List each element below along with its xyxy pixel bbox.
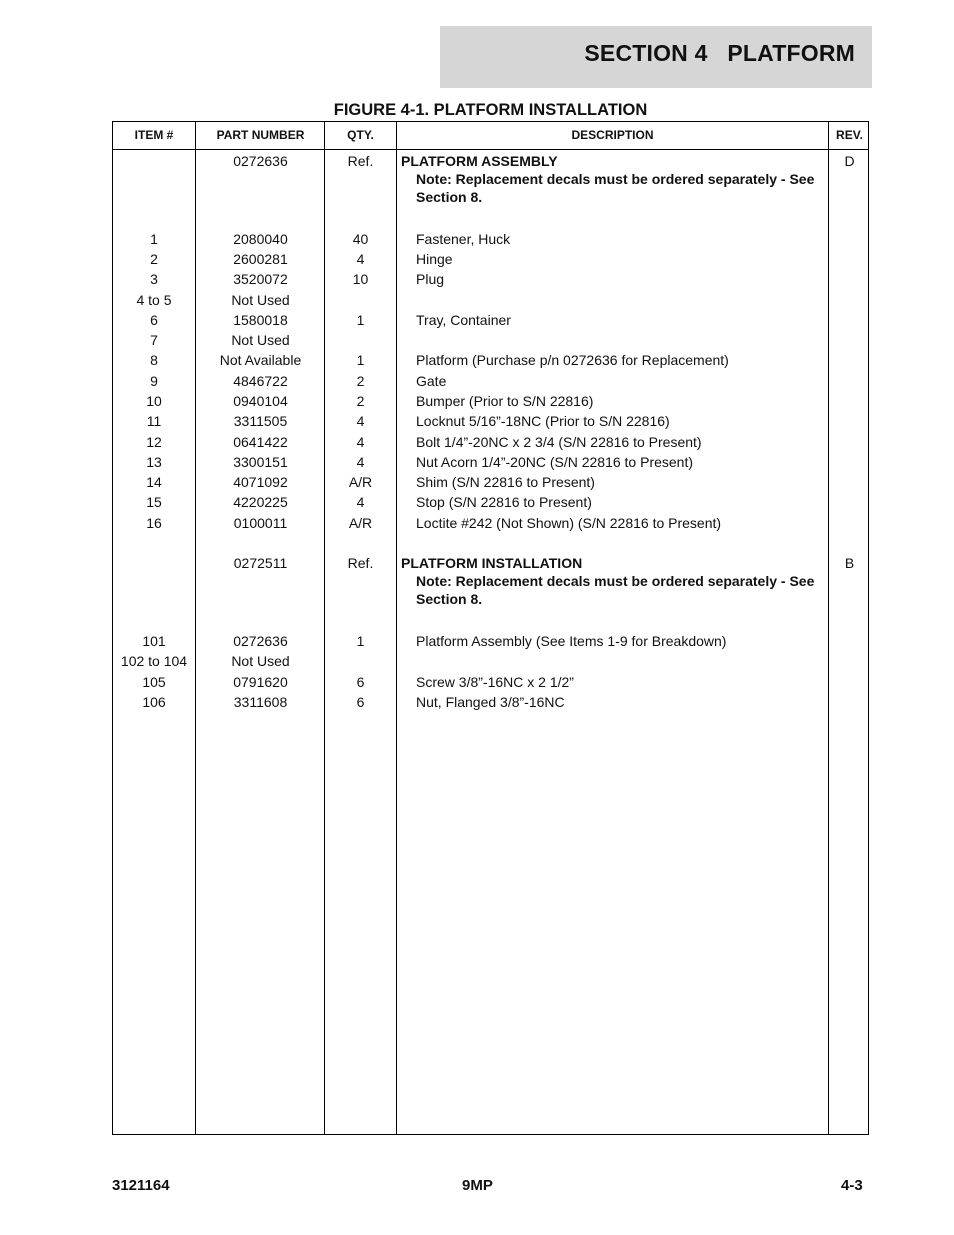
description-cell: Bolt 1/4”-20NC x 2 3/4 (S/N 22816 to Present) bbox=[416, 434, 702, 450]
table-row bbox=[113, 632, 868, 652]
item-number-cell: 102 to 104 bbox=[120, 653, 188, 669]
item-number-cell: 9 bbox=[150, 373, 158, 389]
col-header-rev: REV. bbox=[836, 128, 863, 142]
item-number-cell: 105 bbox=[142, 674, 166, 690]
description-cell: Platform (Purchase p/n 0272636 for Replacement) bbox=[416, 352, 729, 368]
table-row bbox=[113, 351, 868, 371]
page-number: 4-3 bbox=[841, 1177, 863, 1194]
part-number-cell: 0100011 bbox=[233, 515, 288, 531]
part-number-cell: 4846722 bbox=[233, 373, 288, 389]
parts-table bbox=[112, 121, 869, 1135]
table-row bbox=[113, 311, 868, 331]
part-number-cell: 0791620 bbox=[233, 674, 288, 690]
item-number-cell: 1 bbox=[150, 231, 158, 247]
figure-title: FIGURE 4-1. PLATFORM INSTALLATION bbox=[333, 101, 648, 119]
table-row bbox=[113, 453, 868, 473]
item-number-cell: 6 bbox=[150, 312, 158, 328]
decal-note: Note: Replacement decals must be ordered separately - See Section 8. bbox=[416, 573, 815, 607]
quantity-cell: 2 bbox=[356, 373, 365, 389]
quantity-cell: 10 bbox=[352, 271, 369, 287]
item-number-cell: 13 bbox=[146, 454, 162, 470]
part-number-cell: 0272636 bbox=[233, 633, 288, 649]
quantity-cell: 1 bbox=[356, 352, 365, 368]
item-number-cell: 7 bbox=[150, 332, 158, 348]
item-number-cell: 11 bbox=[146, 413, 162, 429]
table-row bbox=[113, 331, 868, 351]
description-cell: Shim (S/N 22816 to Present) bbox=[416, 474, 595, 490]
part-number-cell: 3311608 bbox=[233, 694, 288, 710]
quantity-cell: 2 bbox=[356, 393, 365, 409]
section-title: SECTION 4 PLATFORM bbox=[584, 40, 855, 66]
description-cell: Stop (S/N 22816 to Present) bbox=[416, 494, 592, 510]
description-cell: PLATFORM ASSEMBLY bbox=[401, 153, 558, 169]
table-row bbox=[113, 514, 868, 534]
part-number-cell: 0272636 bbox=[233, 153, 288, 169]
table-row bbox=[113, 372, 868, 392]
col-header-qty: QTY. bbox=[347, 128, 374, 142]
part-number-cell: 3520072 bbox=[233, 271, 288, 287]
revision-cell: D bbox=[844, 153, 855, 169]
description-cell: Platform Assembly (See Items 1-9 for Breakdown) bbox=[416, 633, 727, 649]
part-number-cell: 2080040 bbox=[233, 231, 288, 247]
description-cell: PLATFORM INSTALLATION bbox=[401, 555, 583, 571]
table-row bbox=[113, 433, 868, 453]
description-cell: Loctite #242 (Not Shown) (S/N 22816 to Present) bbox=[416, 515, 722, 531]
part-number-cell: 4071092 bbox=[233, 474, 288, 490]
part-number-cell: Not Available bbox=[219, 352, 302, 368]
item-number-cell: 2 bbox=[150, 251, 158, 267]
description-cell: Hinge bbox=[416, 251, 453, 267]
item-number-cell: 3 bbox=[150, 271, 158, 287]
part-number-cell: 3300151 bbox=[233, 454, 288, 470]
table-row bbox=[113, 693, 868, 713]
part-number-cell: Not Used bbox=[231, 332, 290, 348]
description-cell: Screw 3/8”-16NC x 2 1/2” bbox=[416, 674, 574, 690]
doc-number: 3121164 bbox=[112, 1177, 170, 1194]
part-number-cell: 0940104 bbox=[233, 393, 288, 409]
item-number-cell: 15 bbox=[146, 494, 162, 510]
description-cell: Fastener, Huck bbox=[416, 231, 511, 247]
description-cell: Locknut 5/16”-18NC (Prior to S/N 22816) bbox=[416, 413, 670, 429]
table-row bbox=[113, 673, 868, 693]
item-number-cell: 10 bbox=[146, 393, 162, 409]
quantity-cell: 4 bbox=[356, 454, 365, 470]
table-body bbox=[113, 149, 868, 1134]
table-row bbox=[113, 554, 868, 574]
table-row bbox=[113, 473, 868, 493]
item-number-cell: 14 bbox=[146, 474, 162, 490]
col-header-description: DESCRIPTION bbox=[571, 128, 654, 142]
part-number-cell: Not Used bbox=[231, 292, 290, 308]
description-cell: Gate bbox=[416, 373, 447, 389]
item-number-cell: 8 bbox=[150, 352, 158, 368]
part-number-cell: Not Used bbox=[231, 653, 290, 669]
description-cell: Bumper (Prior to S/N 22816) bbox=[416, 393, 594, 409]
revision-cell: B bbox=[844, 555, 855, 571]
col-header-part-number: PART NUMBER bbox=[216, 128, 305, 142]
part-number-cell: 3311505 bbox=[233, 413, 288, 429]
table-row bbox=[113, 412, 868, 432]
quantity-cell: 1 bbox=[356, 633, 365, 649]
item-number-cell: 4 to 5 bbox=[136, 292, 172, 308]
table-header bbox=[113, 122, 868, 150]
table-row bbox=[113, 392, 868, 412]
section-banner bbox=[440, 26, 872, 88]
part-number-cell: 0641422 bbox=[233, 434, 288, 450]
description-cell: Nut, Flanged 3/8”-16NC bbox=[416, 694, 565, 710]
table-row bbox=[113, 291, 868, 311]
item-number-cell: 101 bbox=[142, 633, 166, 649]
item-number-cell: 106 bbox=[142, 694, 166, 710]
table-row bbox=[113, 493, 868, 513]
quantity-cell: 6 bbox=[356, 674, 365, 690]
quantity-cell: 1 bbox=[356, 312, 365, 328]
part-number-cell: 0272511 bbox=[233, 555, 288, 571]
quantity-cell: 4 bbox=[356, 413, 365, 429]
part-number-cell: 1580018 bbox=[233, 312, 288, 328]
item-number-cell: 12 bbox=[146, 434, 162, 450]
part-number-cell: 2600281 bbox=[233, 251, 288, 267]
quantity-cell: 40 bbox=[352, 231, 369, 247]
col-header-item: ITEM # bbox=[134, 128, 174, 142]
quantity-cell: Ref. bbox=[347, 153, 374, 169]
item-number-cell: 16 bbox=[146, 515, 162, 531]
table-row bbox=[113, 652, 868, 672]
quantity-cell: 4 bbox=[356, 434, 365, 450]
quantity-cell: A/R bbox=[348, 474, 373, 490]
table-row bbox=[113, 230, 868, 250]
table-row bbox=[113, 250, 868, 270]
quantity-cell: A/R bbox=[348, 515, 373, 531]
quantity-cell: 4 bbox=[356, 251, 365, 267]
table-row bbox=[113, 270, 868, 290]
description-cell: Tray, Container bbox=[416, 312, 511, 328]
table-row bbox=[113, 152, 868, 172]
quantity-cell: Ref. bbox=[347, 555, 374, 571]
decal-note: Note: Replacement decals must be ordered separately - See Section 8. bbox=[416, 171, 815, 205]
model-name: 9MP bbox=[462, 1177, 493, 1194]
description-cell: Nut Acorn 1/4”-20NC (S/N 22816 to Present) bbox=[416, 454, 694, 470]
description-cell: Plug bbox=[416, 271, 445, 287]
quantity-cell: 4 bbox=[356, 494, 365, 510]
part-number-cell: 4220225 bbox=[233, 494, 288, 510]
quantity-cell: 6 bbox=[356, 694, 365, 710]
